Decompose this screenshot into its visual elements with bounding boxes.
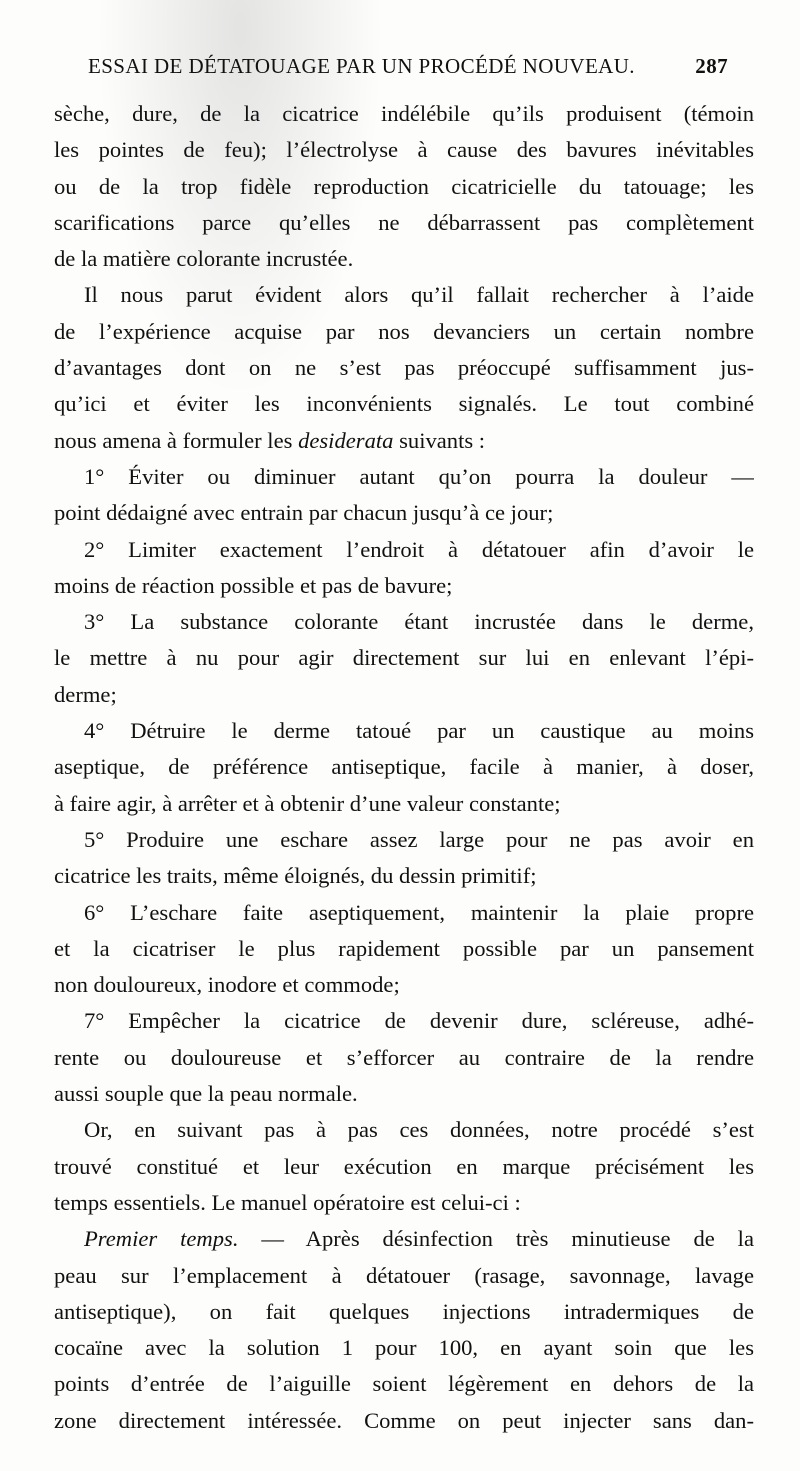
text-line	[54, 858, 754, 894]
line-text: le mettre à nu pour agir directement sur lui en enlevant l’épi-	[54, 645, 754, 671]
text-line	[54, 931, 754, 967]
italic-word: desiderata	[298, 427, 394, 453]
text-line	[54, 1149, 754, 1185]
text-line	[54, 1221, 754, 1257]
line-text: antiseptique), on fait quelques injections intradermiques de	[54, 1298, 754, 1324]
line-text: peau sur l’emplacement à détatouer (rasage, savonnage, lavage	[54, 1262, 754, 1288]
line-text: 2° Limiter exactement l’endroit à détatouer afin d’avoir le	[84, 536, 754, 562]
line-text: 5° Produire une eschare assez large pour ne pas avoir en	[84, 826, 754, 852]
line-text: rente ou douloureuse et s’efforcer au contraire de la rendre	[54, 1044, 754, 1070]
text-line	[54, 386, 754, 422]
line-text: aussi souple que la peau normale.	[54, 1081, 358, 1107]
line-text: Il nous parut évident alors qu’il fallait rechercher à l’aide	[84, 282, 754, 308]
line-text: sèche, dure, de la cicatrice indélébile qu’ils produisent (témoin	[54, 101, 754, 126]
italic-lead: Premier temps.	[84, 1226, 239, 1252]
text-line	[54, 822, 754, 858]
line-text: 7° Empêcher la cicatrice de devenir dure, scléreuse, adhé-	[84, 1008, 754, 1034]
line-text: ou de la trop fidèle reproduction cicatricielle du tatouage; les	[54, 173, 754, 199]
line-text-after: suivants :	[393, 427, 486, 453]
text-line	[54, 1258, 754, 1294]
line-text: moins de réaction possible et pas de bavure;	[54, 572, 453, 598]
line-text: temps essentiels. Le manuel opératoire est celui-ci :	[54, 1189, 521, 1215]
running-head	[88, 54, 728, 84]
line-text: — Après désinfection très minutieuse de la	[238, 1226, 754, 1252]
text-line	[54, 1003, 754, 1039]
text-line	[54, 895, 754, 931]
line-text: et la cicatriser le plus rapidement possible par un pansement	[54, 935, 754, 961]
line-text: trouvé constitué et leur exécution en marque précisément les	[54, 1153, 754, 1179]
line-text: nous amena à formuler les	[54, 427, 293, 453]
line-text: 4° Détruire le derme tatoué par un caustique au moins	[84, 718, 754, 744]
line-text: non douloureux, inodore et commode;	[54, 972, 400, 998]
text-line	[54, 96, 754, 132]
line-text: 3° La substance colorante étant incrustée dans le derme,	[84, 609, 754, 635]
text-line	[54, 1294, 754, 1330]
line-text: point dédaigné avec entrain par chacun jusqu’à ce jour;	[54, 500, 554, 526]
text-line	[54, 1076, 754, 1112]
text-line	[54, 495, 754, 531]
text-line	[54, 640, 754, 676]
text-line	[54, 277, 754, 313]
text-line	[54, 314, 754, 350]
text-line	[54, 713, 754, 749]
text-line	[54, 786, 754, 822]
line-text: qu’ici et éviter les inconvénients signalés. Le tout combiné	[54, 391, 754, 417]
text-line	[54, 532, 754, 568]
line-text: scarifications parce qu’elles ne débarrassent pas complètement	[54, 209, 754, 235]
body-text	[54, 96, 754, 1439]
line-text: cicatrice les traits, même éloignés, du dessin primitif;	[54, 863, 537, 889]
text-line	[54, 1185, 754, 1221]
text-line	[54, 1366, 754, 1402]
text-line	[54, 604, 754, 640]
text-line	[54, 967, 754, 1003]
line-text: d’avantages dont on ne s’est pas préoccupé suffisamment jus-	[54, 355, 754, 381]
text-line	[54, 169, 754, 205]
text-line	[54, 423, 754, 459]
line-text: les pointes de feu); l’électrolyse à cause des bavures inévitables	[54, 137, 754, 163]
page-number: 287	[695, 54, 728, 78]
line-text: zone directement intéressée. Comme on peut injecter sans dan-	[54, 1407, 754, 1433]
line-text: à faire agir, à arrêter et à obtenir d’une valeur constante;	[54, 790, 561, 816]
running-title: ESSAI DE DÉTATOUAGE PAR UN PROCÉDÉ NOUVEAU.	[88, 54, 635, 78]
line-text: 1° Éviter ou diminuer autant qu’on pourra la douleur —	[84, 463, 754, 489]
line-text: aseptique, de préférence antiseptique, facile à manier, à doser,	[54, 754, 754, 780]
line-text: cocaïne avec la solution 1 pour 100, en ayant soin que les	[54, 1335, 754, 1361]
text-line	[54, 241, 754, 277]
line-text: derme;	[54, 681, 117, 707]
line-text: 6° L’eschare faite aseptiquement, maintenir la plaie propre	[84, 899, 754, 925]
text-line	[54, 459, 754, 495]
text-line	[54, 1040, 754, 1076]
line-text: de l’expérience acquise par nos devanciers un certain nombre	[54, 318, 754, 344]
line-text: de la matière colorante incrustée.	[54, 246, 354, 272]
text-line	[54, 132, 754, 168]
text-line	[54, 749, 754, 785]
text-line	[54, 1330, 754, 1366]
text-line	[54, 205, 754, 241]
text-line	[54, 1112, 754, 1148]
line-text: points d’entrée de l’aiguille soient légèrement en dehors de la	[54, 1371, 754, 1397]
line-text: Or, en suivant pas à pas ces données, notre procédé s’est	[84, 1117, 754, 1143]
text-line	[54, 1403, 754, 1439]
text-line	[54, 350, 754, 386]
text-line	[54, 568, 754, 604]
text-line	[54, 677, 754, 713]
